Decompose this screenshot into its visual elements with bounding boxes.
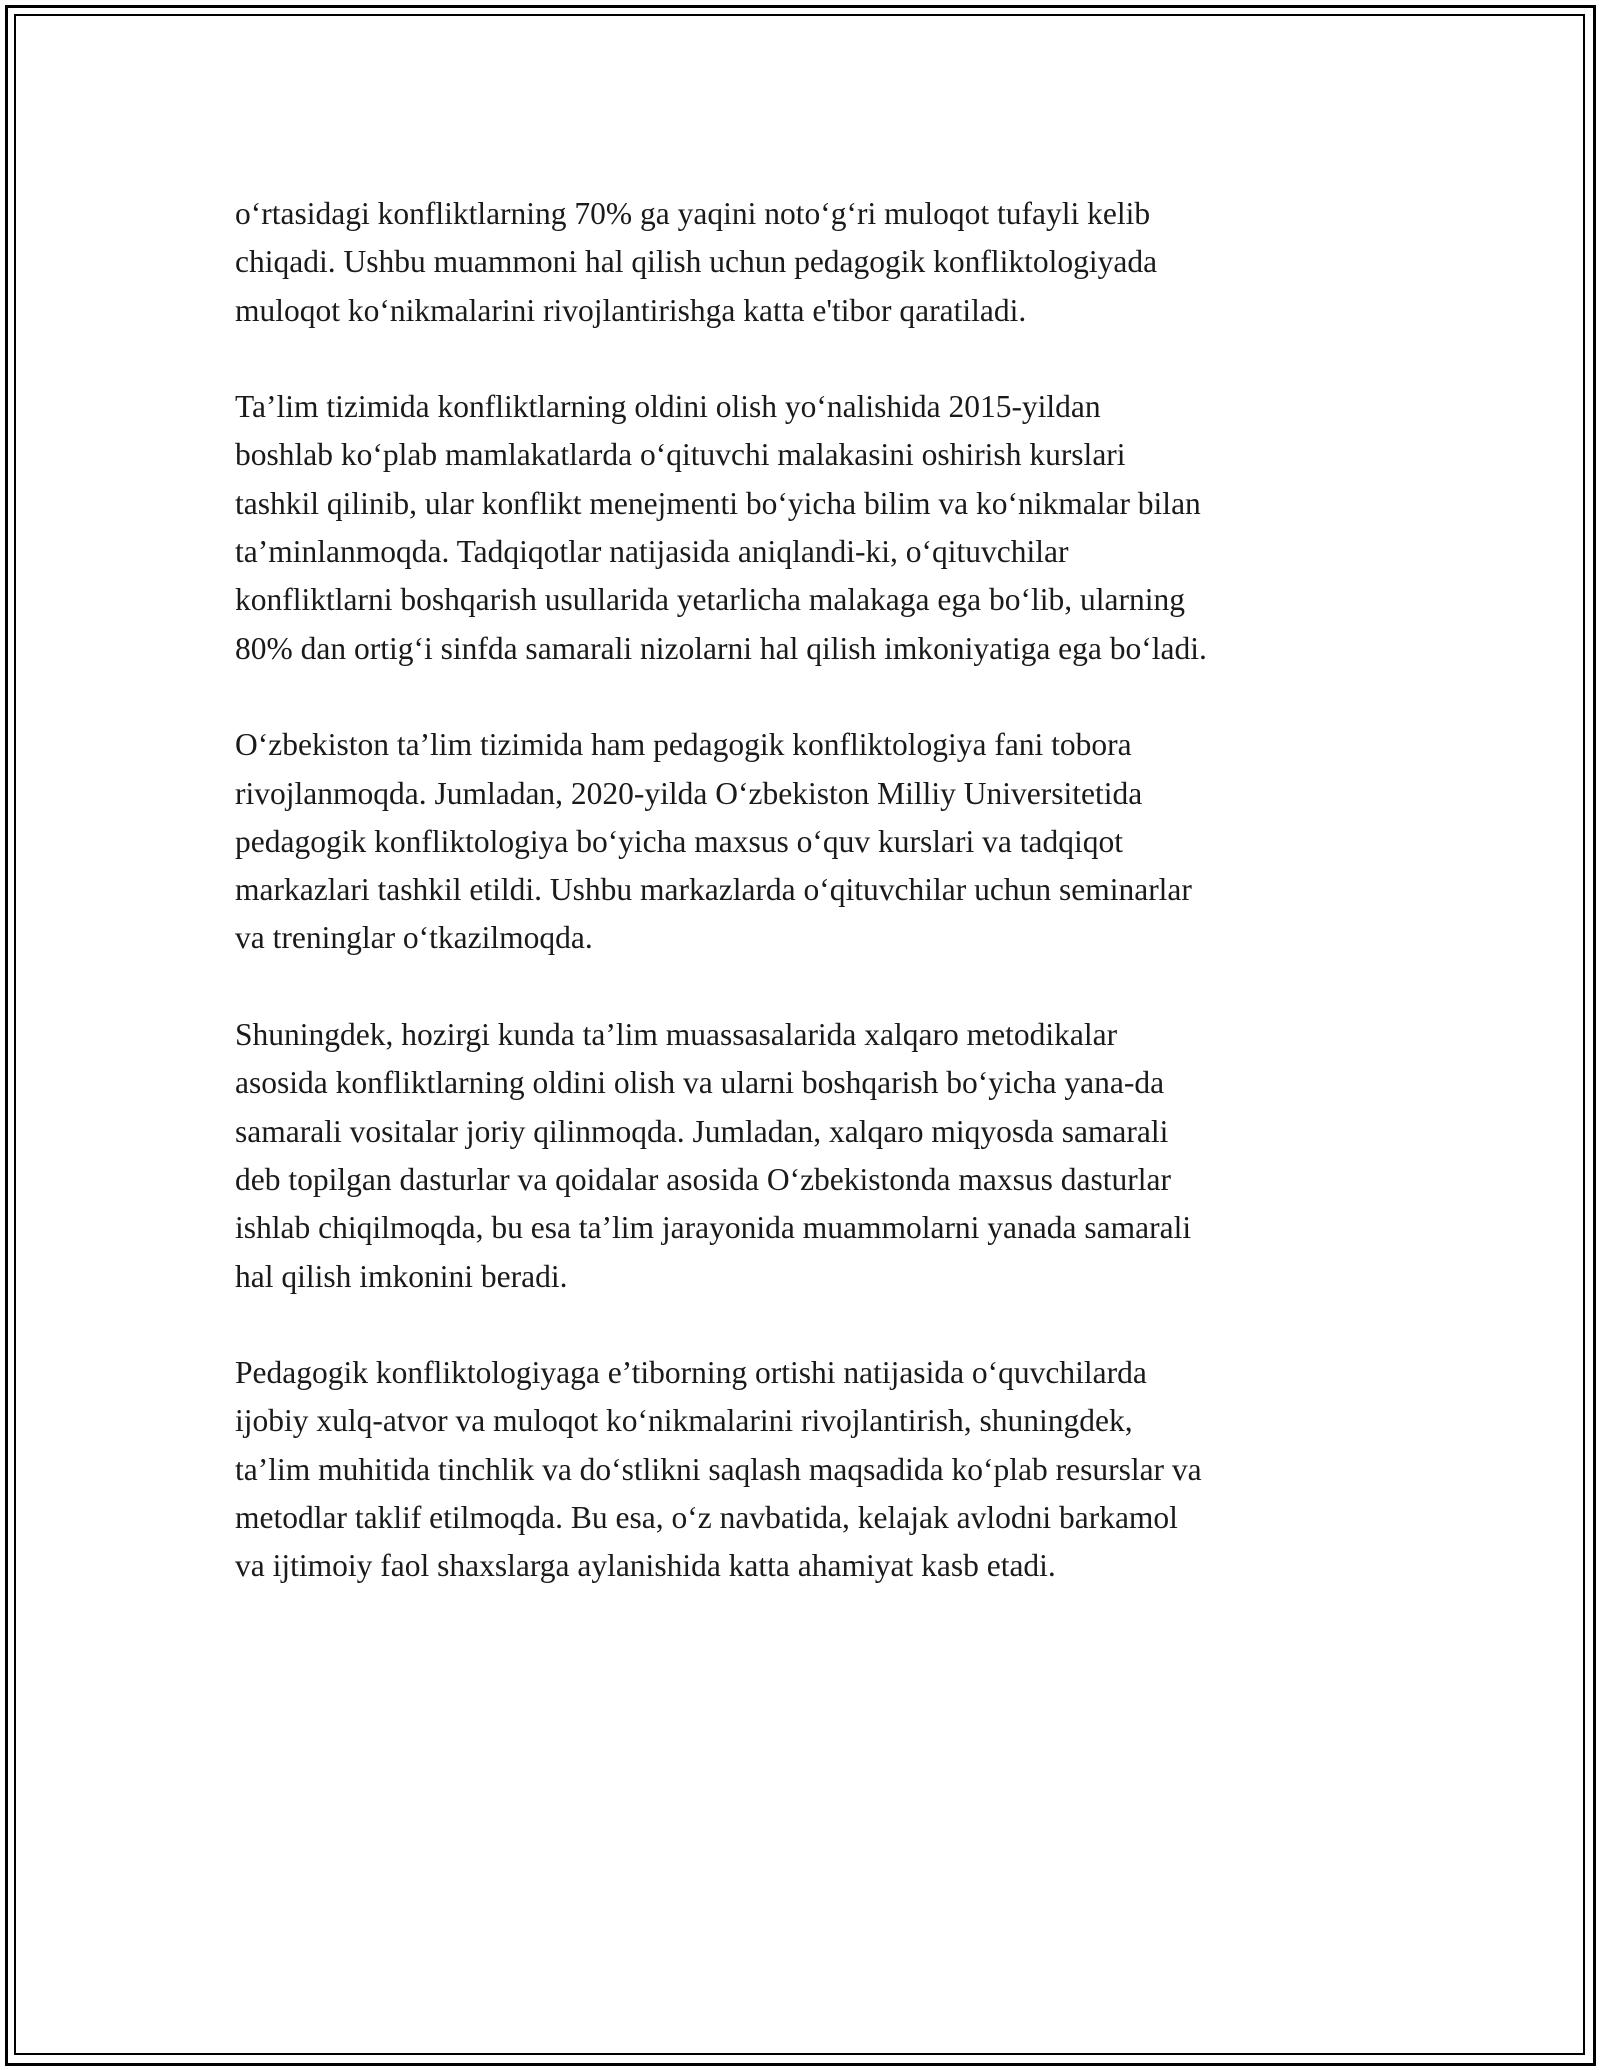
text-line: va treninglar o‘tkazilmoqda. [235,920,593,956]
text-line: rivojlanmoqda. Jumladan, 2020-yilda O‘zbekiston Milliy Universitetida [235,775,1143,811]
text-line: muloqot ko‘nikmalarini rivojlantirishga katta e'tibor qaratiladi. [235,292,1027,328]
text-line: chiqadi. Ushbu muammoni hal qilish uchun pedagogik konfliktologiyada [235,244,1158,280]
text-line: va ijtimoiy faol shaxslarga aylanishida katta ahamiyat kasb etadi. [235,1548,1056,1584]
text-line: asosida konfliktlarning oldini olish va ularni boshqarish bo‘yicha yana-da [235,1065,1165,1101]
text-line: metodlar taklif etilmoqda. Bu esa, o‘z navbatida, kelajak avlodni barkamol [235,1500,1178,1536]
text-line: deb topilgan dasturlar va qoidalar asosida O‘zbekistonda maxsus dasturlar [235,1161,1171,1197]
text-line: ijobiy xulq-atvor va muloqot ko‘nikmalarini rivojlantirish, shuningdek, [235,1403,1133,1439]
paragraph-4 [235,1011,1385,1301]
text-line: tashkil qilinib, ular konflikt menejmenti bo‘yicha bilim va ko‘nikmalar bilan [235,485,1201,521]
text-line: O‘zbekiston ta’lim tizimida ham pedagogik konfliktologiya fani tobora [235,727,1132,763]
text-line: samarali vositalar joriy qilinmoqda. Jumladan, xalqaro miqyosda samarali [235,1113,1169,1149]
text-line: konfliktlarni boshqarish usullarida yetarlicha malakaga ega bo‘lib, ularning [235,582,1185,618]
text-line: pedagogik konfliktologiya bo‘yicha maxsus o‘quv kurslari va tadqiqot [235,823,1123,859]
paragraph-5 [235,1349,1385,1590]
text-line: Shuningdek, hozirgi kunda ta’lim muassasalarida xalqaro metodikalar [235,1017,1118,1053]
document-body [235,190,1385,1639]
text-line: ta’lim muhitida tinchlik va do‘stlikni saqlash maqsadida ko‘plab resurslar va [235,1451,1202,1487]
text-line: Pedagogik konfliktologiyaga e’tiborning ortishi natijasida o‘quvchilarda [235,1355,1147,1391]
text-line: hal qilish imkonini beradi. [235,1258,568,1294]
text-line: ishlab chiqilmoqda, bu esa ta’lim jarayonida muammolarni yanada samarali [235,1210,1192,1246]
paragraph-3 [235,721,1385,962]
text-line: markazlari tashkil etildi. Ushbu markazlarda o‘qituvchilar uchun seminarlar [235,872,1192,908]
paragraph-1 [235,190,1385,335]
paragraph-2 [235,383,1385,673]
text-line: boshlab ko‘plab mamlakatlarda o‘qituvchi malakasini oshirish kurslari [235,437,1126,473]
text-line: 80% dan ortig‘i sinfda samarali nizolarni hal qilish imkoniyatiga ega bo‘ladi. [235,630,1207,666]
text-line: ta’minlanmoqda. Tadqiqotlar natijasida aniqlandi-ki, o‘qituvchilar [235,534,1069,570]
text-line: Ta’lim tizimida konfliktlarning oldini olish yo‘nalishida 2015-yildan [235,389,1101,425]
text-line: o‘rtasidagi konfliktlarning 70% ga yaqini noto‘g‘ri muloqot tufayli kelib [235,196,1151,231]
